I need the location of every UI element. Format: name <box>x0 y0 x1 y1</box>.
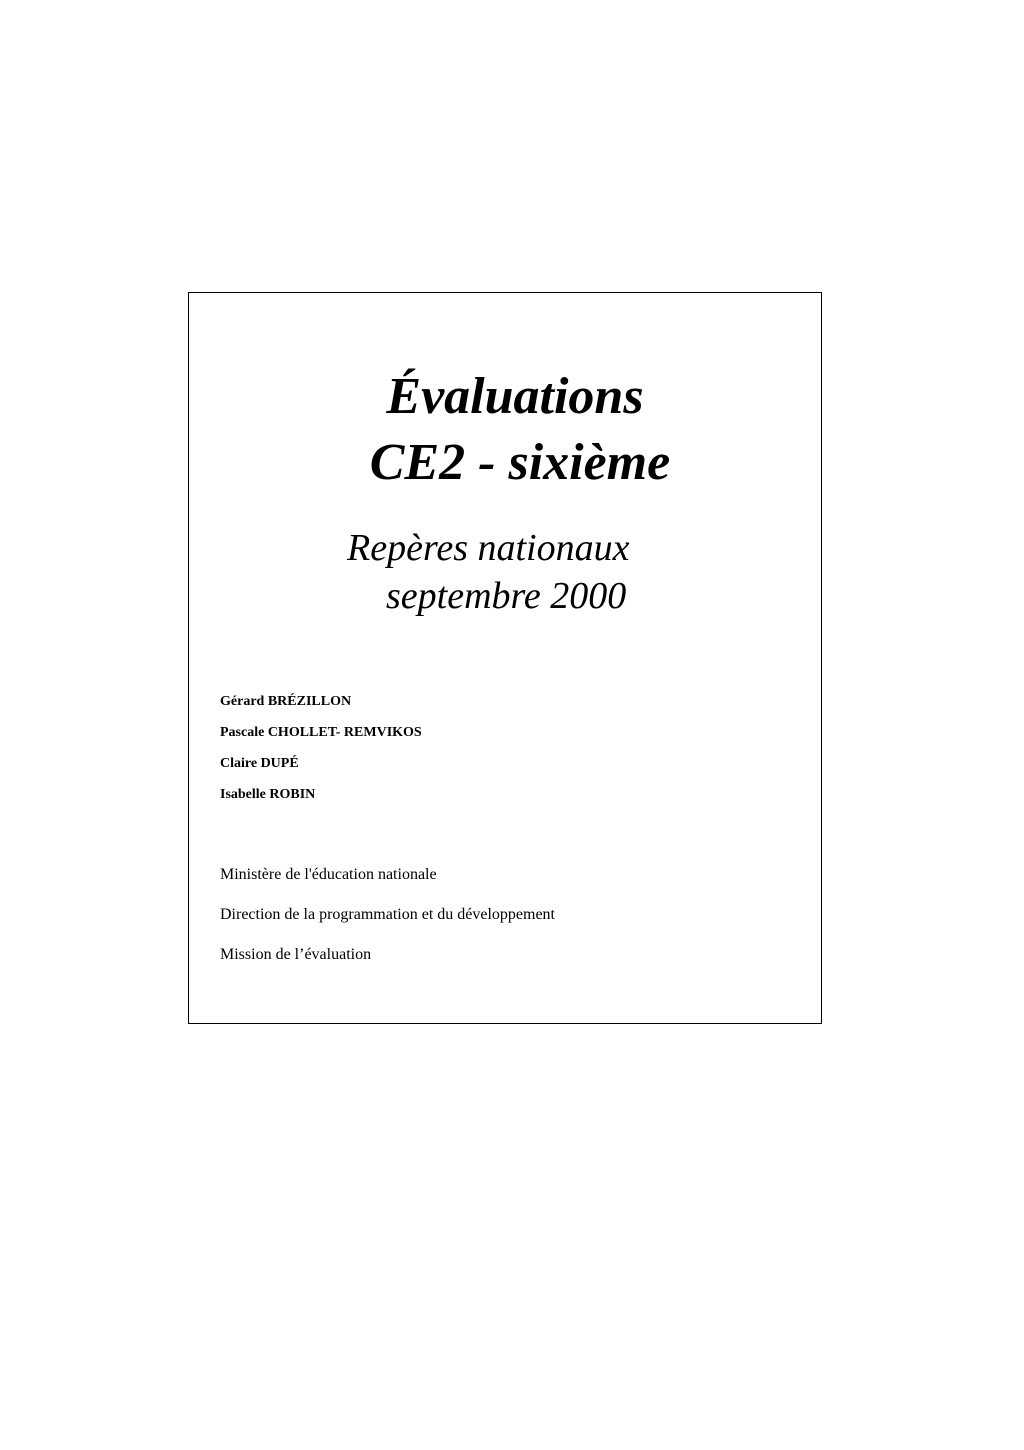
author-name: Gérard BRÉZILLON <box>220 694 352 709</box>
organization-list <box>220 865 555 985</box>
subtitle-line-1: Repères nationaux <box>347 527 630 569</box>
organization-name: Direction de la programmation et du développement <box>220 906 555 923</box>
subtitle-line-2: septembre 2000 <box>386 575 627 617</box>
cover-frame <box>188 292 822 1024</box>
author-list <box>220 693 422 817</box>
author-name: Pascale CHOLLET- REMVIKOS <box>220 725 422 740</box>
organization-name: Mission de l’évaluation <box>220 946 372 963</box>
author-name: Isabelle ROBIN <box>220 787 316 802</box>
organization-name: Ministère de l'éducation nationale <box>220 866 437 883</box>
title-line-1: Évaluations <box>386 368 644 425</box>
title-line-2: CE2 - sixième <box>369 434 671 491</box>
author-name: Claire DUPÉ <box>220 756 299 771</box>
